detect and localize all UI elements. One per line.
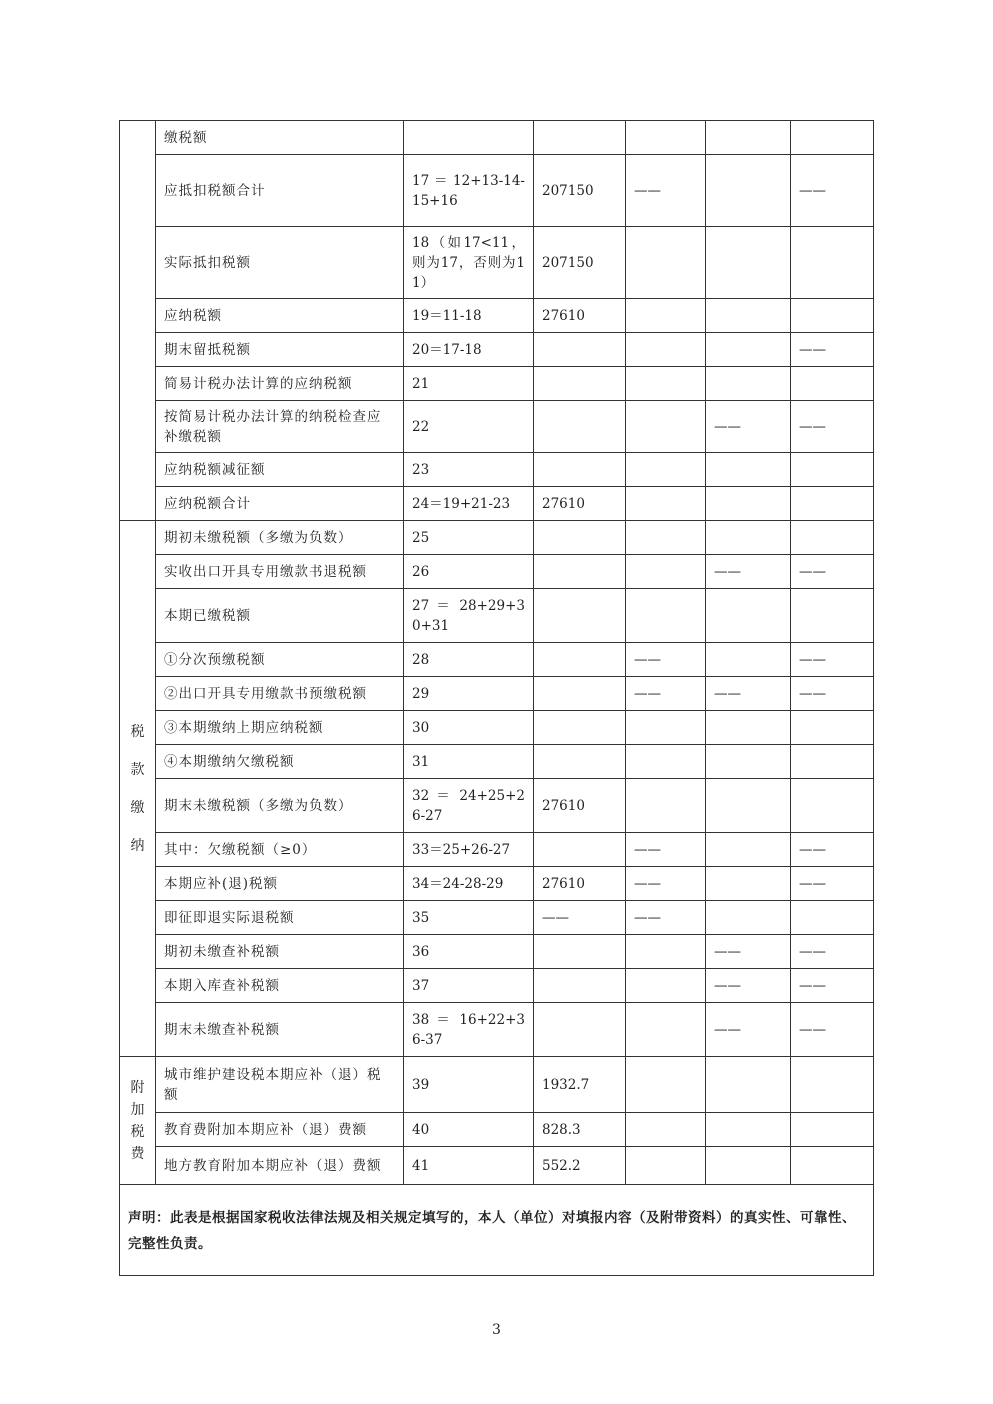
row-value-col3 bbox=[706, 745, 791, 779]
row-value-col2 bbox=[626, 521, 706, 555]
row-item-name: 应纳税额减征额 bbox=[156, 453, 404, 487]
group-label-tax-payment: 税款缴纳 bbox=[130, 723, 145, 854]
row-line-formula: 17 ＝ 12+13-14-15+16 bbox=[404, 155, 534, 227]
row-line-formula: 40 bbox=[404, 1113, 534, 1147]
row-value-col1 bbox=[534, 643, 626, 677]
row-value-col3 bbox=[706, 833, 791, 867]
row-value-col2 bbox=[626, 779, 706, 833]
table-row bbox=[120, 1003, 874, 1057]
row-line-formula: 30 bbox=[404, 711, 534, 745]
row-line-formula: 33＝25+26-27 bbox=[404, 833, 534, 867]
table-row bbox=[120, 867, 874, 901]
table-row bbox=[120, 969, 874, 1003]
row-line-formula: 20＝17-18 bbox=[404, 333, 534, 367]
row-item-name: 本期已缴税额 bbox=[156, 589, 404, 643]
row-value-col2 bbox=[626, 745, 706, 779]
row-value-col2 bbox=[626, 711, 706, 745]
row-value-col4 bbox=[791, 1057, 874, 1113]
row-item-name: 其中：欠缴税额（≥0） bbox=[156, 833, 404, 867]
row-value-col2 bbox=[626, 1057, 706, 1113]
table-row bbox=[120, 227, 874, 299]
row-value-col4: —— bbox=[791, 935, 874, 969]
row-line-formula: 23 bbox=[404, 453, 534, 487]
row-value-col3 bbox=[706, 155, 791, 227]
row-value-col4 bbox=[791, 779, 874, 833]
row-item-name: ④本期缴纳欠缴税额 bbox=[156, 745, 404, 779]
row-value-col2 bbox=[626, 227, 706, 299]
row-value-col3 bbox=[706, 367, 791, 401]
row-value-col4 bbox=[791, 521, 874, 555]
row-item-name: 期末未缴税额（多缴为负数） bbox=[156, 779, 404, 833]
row-value-col1: 207150 bbox=[534, 227, 626, 299]
row-value-col3: —— bbox=[706, 555, 791, 589]
row-item-name: 地方教育附加本期应补（退）费额 bbox=[156, 1147, 404, 1185]
row-line-formula: 18（如17<11，则为17，否则为11） bbox=[404, 227, 534, 299]
row-item-name: 应抵扣税额合计 bbox=[156, 155, 404, 227]
row-value-col2 bbox=[626, 1003, 706, 1057]
row-item-name: ③本期缴纳上期应纳税额 bbox=[156, 711, 404, 745]
row-value-col3 bbox=[706, 1147, 791, 1185]
table-row bbox=[120, 453, 874, 487]
table-row bbox=[120, 299, 874, 333]
table-row bbox=[120, 1147, 874, 1185]
row-value-col2: —— bbox=[626, 155, 706, 227]
row-line-formula: 21 bbox=[404, 367, 534, 401]
row-value-col1 bbox=[534, 745, 626, 779]
row-value-col2: —— bbox=[626, 643, 706, 677]
row-value-col4: —— bbox=[791, 555, 874, 589]
row-item-name: 期末留抵税额 bbox=[156, 333, 404, 367]
table-row bbox=[120, 401, 874, 453]
row-value-col4: —— bbox=[791, 867, 874, 901]
vat-return-table bbox=[119, 120, 874, 1276]
row-value-col1: 27610 bbox=[534, 487, 626, 521]
row-value-col3 bbox=[706, 299, 791, 333]
row-value-col2 bbox=[626, 299, 706, 333]
row-value-col2 bbox=[626, 367, 706, 401]
row-item-name: 简易计税办法计算的应纳税额 bbox=[156, 367, 404, 401]
row-value-col2 bbox=[626, 935, 706, 969]
row-line-formula: 35 bbox=[404, 901, 534, 935]
row-value-col1 bbox=[534, 833, 626, 867]
row-item-name: 本期应补(退)税额 bbox=[156, 867, 404, 901]
table-row bbox=[120, 711, 874, 745]
row-value-col2: —— bbox=[626, 677, 706, 711]
row-item-name: 应纳税额 bbox=[156, 299, 404, 333]
row-value-col4: —— bbox=[791, 155, 874, 227]
row-item-name: ①分次预缴税额 bbox=[156, 643, 404, 677]
row-value-col2: —— bbox=[626, 901, 706, 935]
group-label-surcharges: 附加税费 bbox=[130, 1079, 145, 1162]
table-row bbox=[120, 677, 874, 711]
row-value-col2 bbox=[626, 487, 706, 521]
row-line-formula: 32 ＝ 24+25+26-27 bbox=[404, 779, 534, 833]
row-value-col1: 1932.7 bbox=[534, 1057, 626, 1113]
row-value-col3 bbox=[706, 1057, 791, 1113]
row-value-col3 bbox=[706, 589, 791, 643]
row-line-formula: 19＝11-18 bbox=[404, 299, 534, 333]
table-row bbox=[120, 745, 874, 779]
table-row bbox=[120, 1113, 874, 1147]
row-value-col4 bbox=[791, 299, 874, 333]
row-value-col1: 27610 bbox=[534, 779, 626, 833]
table-row bbox=[120, 487, 874, 521]
row-value-col4 bbox=[791, 745, 874, 779]
row-item-name: 实收出口开具专用缴款书退税额 bbox=[156, 555, 404, 589]
row-value-col4: —— bbox=[791, 677, 874, 711]
row-line-formula bbox=[404, 121, 534, 155]
row-value-col2 bbox=[626, 453, 706, 487]
row-value-col4: —— bbox=[791, 401, 874, 453]
row-value-col3: —— bbox=[706, 935, 791, 969]
table-row bbox=[120, 643, 874, 677]
table-row bbox=[120, 333, 874, 367]
row-line-formula: 24＝19+21-23 bbox=[404, 487, 534, 521]
row-value-col2 bbox=[626, 1147, 706, 1185]
row-line-formula: 41 bbox=[404, 1147, 534, 1185]
table-row bbox=[120, 833, 874, 867]
row-value-col3: —— bbox=[706, 401, 791, 453]
row-item-name: ②出口开具专用缴款书预缴税额 bbox=[156, 677, 404, 711]
row-value-col1: 552.2 bbox=[534, 1147, 626, 1185]
row-line-formula: 28 bbox=[404, 643, 534, 677]
row-value-col4: —— bbox=[791, 833, 874, 867]
row-value-col3 bbox=[706, 867, 791, 901]
row-value-col4 bbox=[791, 589, 874, 643]
row-value-col4 bbox=[791, 453, 874, 487]
row-line-formula: 22 bbox=[404, 401, 534, 453]
table-row bbox=[120, 901, 874, 935]
row-value-col3 bbox=[706, 453, 791, 487]
row-item-name: 应纳税额合计 bbox=[156, 487, 404, 521]
table-row bbox=[120, 779, 874, 833]
row-value-col2: —— bbox=[626, 833, 706, 867]
row-value-col2 bbox=[626, 589, 706, 643]
row-value-col1: 27610 bbox=[534, 867, 626, 901]
row-line-formula: 39 bbox=[404, 1057, 534, 1113]
row-value-col1 bbox=[534, 453, 626, 487]
row-value-col1 bbox=[534, 555, 626, 589]
row-value-col3 bbox=[706, 487, 791, 521]
row-value-col1 bbox=[534, 677, 626, 711]
row-value-col4 bbox=[791, 227, 874, 299]
row-value-col1: 828.3 bbox=[534, 1113, 626, 1147]
row-item-name: 实际抵扣税额 bbox=[156, 227, 404, 299]
row-value-col2 bbox=[626, 401, 706, 453]
row-item-name: 期初未缴查补税额 bbox=[156, 935, 404, 969]
row-value-col4 bbox=[791, 121, 874, 155]
row-value-col1 bbox=[534, 589, 626, 643]
row-value-col1 bbox=[534, 401, 626, 453]
row-value-col1 bbox=[534, 333, 626, 367]
row-value-col3 bbox=[706, 121, 791, 155]
row-value-col3 bbox=[706, 521, 791, 555]
row-item-name: 按简易计税办法计算的纳税检查应补缴税额 bbox=[156, 401, 404, 453]
table-row bbox=[120, 1057, 874, 1113]
row-value-col4: —— bbox=[791, 969, 874, 1003]
row-value-col4 bbox=[791, 1147, 874, 1185]
row-value-col1 bbox=[534, 521, 626, 555]
group-cell-surcharges bbox=[120, 1057, 156, 1185]
row-value-col2 bbox=[626, 1113, 706, 1147]
row-value-col1 bbox=[534, 969, 626, 1003]
row-line-formula: 26 bbox=[404, 555, 534, 589]
table-row bbox=[120, 521, 874, 555]
row-value-col3 bbox=[706, 227, 791, 299]
table-row bbox=[120, 155, 874, 227]
row-line-formula: 37 bbox=[404, 969, 534, 1003]
row-line-formula: 25 bbox=[404, 521, 534, 555]
row-line-formula: 34＝24-28-29 bbox=[404, 867, 534, 901]
row-value-col1 bbox=[534, 935, 626, 969]
row-value-col3 bbox=[706, 901, 791, 935]
declaration-text: 声明：此表是根据国家税收法律法规及相关规定填写的，本人（单位）对填报内容（及附带资料）的真实性、可靠性、完整性负责。 bbox=[120, 1185, 874, 1276]
table-row bbox=[120, 935, 874, 969]
declaration-row bbox=[120, 1185, 874, 1276]
row-value-col4 bbox=[791, 1113, 874, 1147]
row-value-col2 bbox=[626, 969, 706, 1003]
row-value-col3 bbox=[706, 643, 791, 677]
row-value-col1 bbox=[534, 1003, 626, 1057]
group-cell-tax-payment bbox=[120, 521, 156, 1057]
table-row bbox=[120, 589, 874, 643]
row-item-name: 期末未缴查补税额 bbox=[156, 1003, 404, 1057]
row-value-col3 bbox=[706, 711, 791, 745]
table-row bbox=[120, 121, 874, 155]
row-value-col1 bbox=[534, 367, 626, 401]
row-value-col3 bbox=[706, 333, 791, 367]
row-item-name: 教育费附加本期应补（退）费额 bbox=[156, 1113, 404, 1147]
table-row bbox=[120, 555, 874, 589]
page-number: 3 bbox=[492, 1322, 501, 1338]
row-value-col1: 207150 bbox=[534, 155, 626, 227]
row-item-name: 城市维护建设税本期应补（退）税额 bbox=[156, 1057, 404, 1113]
row-value-col3: —— bbox=[706, 1003, 791, 1057]
row-line-formula: 31 bbox=[404, 745, 534, 779]
row-item-name: 即征即退实际退税额 bbox=[156, 901, 404, 935]
row-value-col2 bbox=[626, 333, 706, 367]
row-value-col3 bbox=[706, 1113, 791, 1147]
row-value-col3: —— bbox=[706, 677, 791, 711]
row-value-col3 bbox=[706, 779, 791, 833]
row-line-formula: 27 ＝ 28+29+30+31 bbox=[404, 589, 534, 643]
row-value-col4: —— bbox=[791, 643, 874, 677]
table-row bbox=[120, 367, 874, 401]
row-value-col2 bbox=[626, 555, 706, 589]
row-value-col1: 27610 bbox=[534, 299, 626, 333]
row-item-name: 期初未缴税额（多缴为负数） bbox=[156, 521, 404, 555]
row-value-col4 bbox=[791, 367, 874, 401]
row-value-col1 bbox=[534, 711, 626, 745]
row-value-col2: —— bbox=[626, 867, 706, 901]
row-value-col3: —— bbox=[706, 969, 791, 1003]
row-value-col1: —— bbox=[534, 901, 626, 935]
row-value-col4 bbox=[791, 711, 874, 745]
row-line-formula: 36 bbox=[404, 935, 534, 969]
row-value-col4 bbox=[791, 901, 874, 935]
row-item-name: 本期入库查补税额 bbox=[156, 969, 404, 1003]
row-line-formula: 29 bbox=[404, 677, 534, 711]
row-value-col4: —— bbox=[791, 333, 874, 367]
row-line-formula: 38 ＝ 16+22+36-37 bbox=[404, 1003, 534, 1057]
row-item-name: 缴税额 bbox=[156, 121, 404, 155]
row-value-col2 bbox=[626, 121, 706, 155]
row-value-col4 bbox=[791, 487, 874, 521]
row-value-col1 bbox=[534, 121, 626, 155]
table-body bbox=[120, 121, 874, 1276]
group-cell-tax-calc bbox=[120, 121, 156, 521]
row-value-col4: —— bbox=[791, 1003, 874, 1057]
